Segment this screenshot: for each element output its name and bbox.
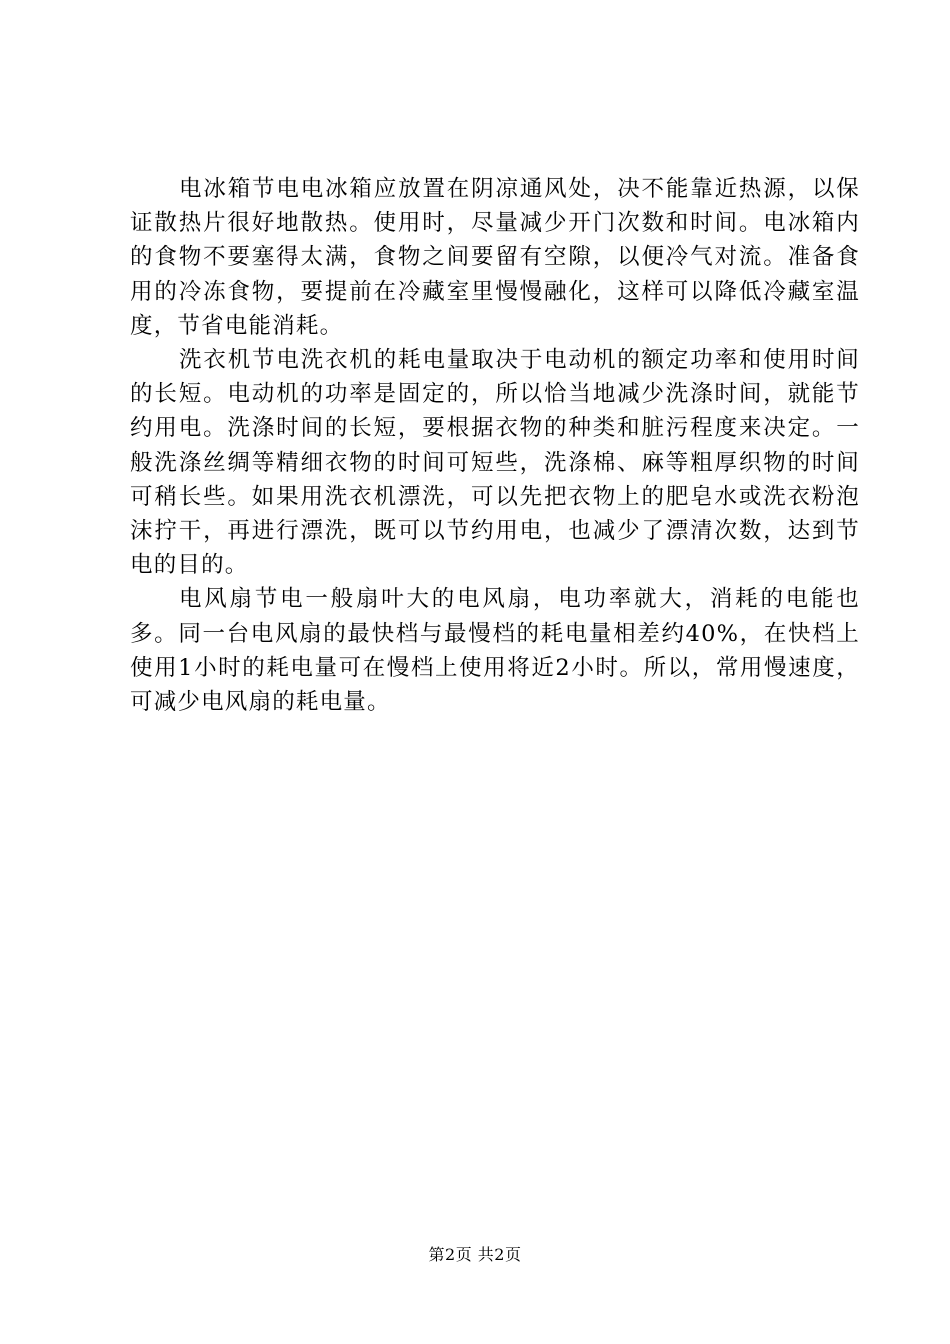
document-body — [130, 172, 860, 719]
paragraph-washing-machine: 洗衣机节电洗衣机的耗电量取决于电动机的额定功率和使用时间的长短。电动机的功率是固定的，所以恰当地减少洗涤时间，就能节约用电。洗涤时间的长短，要根据衣物的种类和脏污程度来决定。一般洗涤丝绸等精细衣物的时间可短些，洗涤棉、麻等粗厚织物的时间可稍长些。如果用洗衣机漂洗，可以先把衣物上的肥皂水或洗衣粉泡沫拧干，再进行漂洗，既可以节约用电，也减少了漂清次数，达到节电的目的。 — [130, 347, 860, 579]
paragraph-electric-fan: 电风扇节电一般扇叶大的电风扇，电功率就大，消耗的电能也多。同一台电风扇的最快档与最慢档的耗电量相差约40%，在快档上使用1小时的耗电量可在慢档上使用将近2小时。所以，常用慢速度，可减少电风扇的耗电量。 — [130, 586, 860, 716]
paragraph-refrigerator: 电冰箱节电电冰箱应放置在阴凉通风处，决不能靠近热源，以保证散热片很好地散热。使用时，尽量减少开门次数和时间。电冰箱内的食物不要塞得太满，食物之间要留有空隙，以便冷气对流。准备食用的冷冻食物，要提前在冷藏室里慢慢融化，这样可以降低冷藏室温度，节省电能消耗。 — [130, 176, 860, 339]
page-footer: 第2页 共2页 — [428, 1245, 522, 1264]
